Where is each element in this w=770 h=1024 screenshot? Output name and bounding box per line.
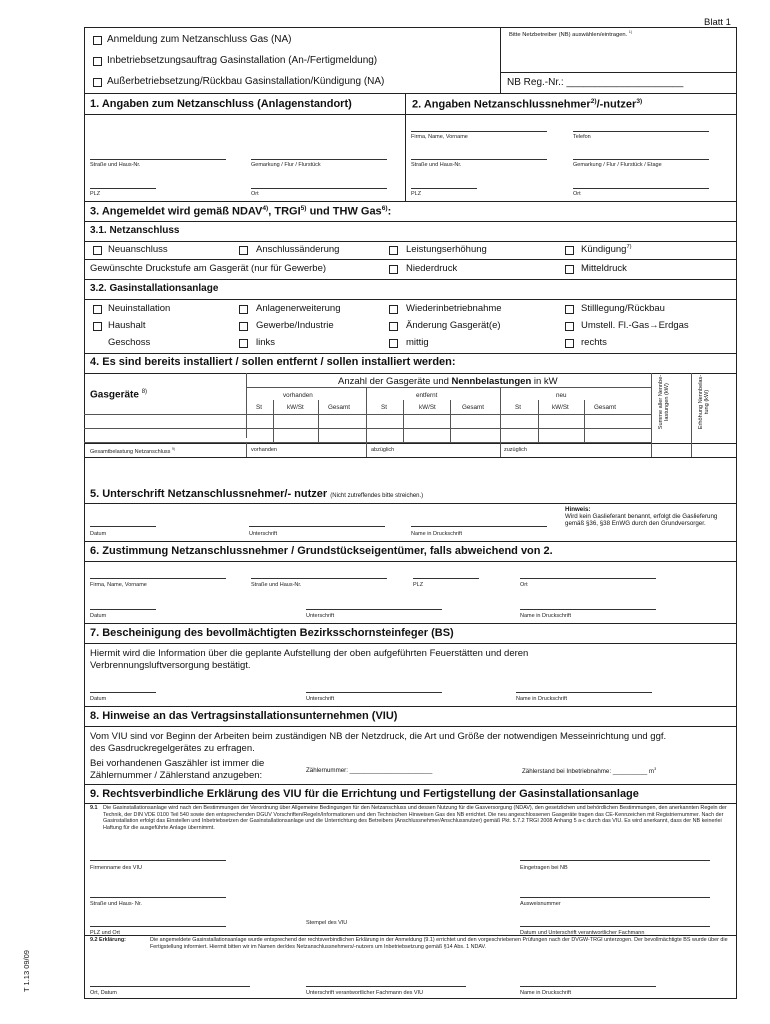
entfernt-header: entfernt [416,392,438,399]
s1-strasse-label: Straße und Haus-Nr. [90,162,141,168]
s7-text-1: Hiermit wird die Information über die geplante Aufstellung der oben aufgeführten Feuerstätten und deren [90,648,529,659]
summe-header: Summe aller Nennbe- lastungen (kW) [658,374,671,430]
s7-name-label: Name in Druckschrift [516,696,568,702]
s9-name-label: Name in Druckschrift [520,990,572,996]
leistungserhoehung-label: Leistungserhöhung [406,244,487,255]
s8-text-2: des Gasdruckregelgerätes zu erfragen. [90,743,255,754]
anmeldung-checkbox[interactable] [93,36,102,45]
section6-title: 6. Zustimmung Netzanschlussnehmer / Grundstückseigentümer, falls abweichend von 2. [90,545,553,557]
s2-gemarkung-label: Gemarkung / Flur / Flurstück / Etage [573,162,662,168]
umstellung-label: Umstell. Fl.-Gas→Erdgas [581,320,689,331]
s2-firma-label: Firma, Name, Vorname [411,134,468,140]
niederdruck-checkbox[interactable] [389,265,398,274]
s5-datum-label: Datum [90,531,107,537]
vorhanden-header: vorhanden [283,392,313,399]
neuanschluss-label: Neuanschluss [108,244,168,255]
rechts-label: rechts [581,337,607,348]
stilllegung-label: Stilllegung/Rückbau [581,303,665,314]
eingetragen-label: Eingetragen bei NB [520,865,568,871]
gesamtbelastung-label: Gesamtbelastung Netzanschluss $^{9)}$ [90,447,175,455]
wiederinbetriebnahme-checkbox[interactable] [389,305,398,314]
neuanschluss-checkbox[interactable] [93,246,102,255]
anschlussaenderung-label: Anschlussänderung [256,244,340,255]
niederdruck-label: Niederdruck [406,263,458,274]
s7-datum-label: Datum [90,696,107,702]
s2-strasse-label: Straße und Haus-Nr. [411,162,462,168]
p92-text: Die angemeldete Gasinstallationsanlage wurde entsprechend der rechtsverbindlichen Erklärung in der Anmeldung (9.1) errichtet und den vorgeschriebenen Prüfungen nach der DVGW-TRGI unterzogen. Der bevollmächtigte BS wurde über die Fertigstellung informiert. Hiermit bitten wir im Namen der/des Netzanschlussnehmers/-nutzers um Inbetriebsetzung gemäß §14 Abs. 1 NDAV. [150,937,728,950]
kwst-header-3: kW/St [552,404,569,411]
leistungserhoehung-checkbox[interactable] [389,246,398,255]
ausweis-label: Ausweisnummer [520,901,561,907]
s6-firma-label: Firma, Name, Vorname [90,582,147,588]
wiederinbetriebnahme-label: Wiederinbetriebnahme [406,303,502,314]
st-header-3: St [515,404,521,411]
anmeldung-label: Anmeldung zum Netzanschluss Gas (NA) [107,34,292,45]
anschlussaenderung-checkbox[interactable] [239,246,248,255]
section8-title: 8. Hinweise an das Vertragsinstallationsunternehmen (VIU) [90,710,398,722]
links-label: links [256,337,276,348]
section7-title: 7. Bescheinigung des bevollmächtigten Bezirksschornsteinfeger (BS) [90,627,454,639]
s7-text-2: Verbrennungsluftversorgung bestätigt. [90,660,251,671]
p92-label: 9.2 Erklärung: [90,937,126,943]
p91-text: Die Gasinstallationsanlage wird nach den Bestimmungen der Verordnung über Allgemeine Bedingungen für den Netzanschluss und dessen Nutzung für die Gasversorgung (NDAV), den gesetzlichen und behördlichen Bestimmungen, den anerkannten Regeln der Technik, der DIN VDE 0100 Teil 540 sowie den entsprechenden DGUV Vorschriften/Regeln/Informationen und den Technischen Hinweisen Gas des NB errichtet. Die neu angeschlossenen Gasgeräte tragen das CE-Kennzeichen mit Registriernummer. Nach der Gasinstallation erfolgt das Einstellen und Inbetriebsetzen der Gasinstallationsanlage und die Unterrichtung des Betreibers (Anschlussnehmer/Anschlussnutzer) gemäß Pkt. 5.7.2 TRGI 2008 Anhang 5 a-c durch das VIU. Es wird anerkannt, dass der NB keinerlei Haftung für die ausgeführte Anlage übernimmt. [103,805,727,831]
s6-unterschrift-label: Unterschrift [306,613,335,619]
gesamt-header-2: Gesamt [462,404,485,411]
mittig-checkbox[interactable] [389,339,398,348]
section1-title: 1. Angaben zum Netzanschluss (Anlagenstandort) [90,98,352,110]
neu-header: neu [556,392,567,399]
s5-name-label: Name in Druckschrift [411,531,463,537]
mitteldruck-label: Mitteldruck [581,263,627,274]
zaehlerstand-field[interactable]: Zählerstand bei Inbetriebnahme: __________ $m^3$ [522,767,657,776]
gesamt-header-1: Gesamt [328,404,351,411]
gesamt-header-3: Gesamt [594,404,617,411]
s8-text-4: Zählernummer / Zählerstand anzugeben: [90,770,263,781]
anlagenerweiterung-label: Anlagenerweiterung [256,303,341,314]
st-header-1: St [256,404,262,411]
zaehlernummer-field[interactable]: Zählernummer: ________________________ [306,767,433,774]
datum-unterschrift-label: Datum und Unterschrift verantwortlicher Fachmann [520,930,645,936]
ort-datum-label: Ort, Datum [90,990,117,996]
section3-title: 3. Angemeldet wird gemäß NDAV$^{4)}$, TRGI$^{5)}$ und THW Gas$^{6)}$: [90,205,392,218]
abzueglich-label: abzüglich [371,447,395,453]
s1-ort-label: Ort [251,191,259,197]
st-header-2: St [381,404,387,411]
s6-name-label: Name in Druckschrift [520,613,572,619]
section5-title: 5. Unterschrift Netzanschlussnehmer/- nutzer (Nicht zutreffendes bitte streichen.) [90,488,424,500]
stempel-label: Stempel des VIU [306,920,348,926]
erhoehung-header: Erhöhung Nennbelas- tung (kW) [698,374,711,430]
firmenname-label: Firmenname des VIU [90,865,142,871]
s8-text-3: Bei vorhandenen Gaszähler ist immer die [90,758,265,769]
section32-title: 3.2. Gasinstallationsanlage [90,283,219,294]
section9-title: 9. Rechtsverbindliche Erklärung des VIU für die Errichtung und Fertigstellung der Gasinstallationsanlage [90,788,639,800]
geschoss-label: Geschoss [108,337,151,348]
haushalt-label: Haushalt [108,320,146,331]
hinweis-box: Hinweis: Wird kein Gaslieferant benannt, erfolgt die Gaslieferung gemäß §36, §38 EnWG durch den Grundversorger. [565,506,718,528]
s6-ort-label: Ort [520,582,528,588]
s6-datum-label: Datum [90,613,107,619]
kwst-header-2: kW/St [419,404,436,411]
s6-plz-label: PLZ [413,582,424,588]
links-checkbox[interactable] [239,339,248,348]
section4-title: 4. Es sind bereits installiert / sollen entfernt / sollen installiert werden: [90,356,456,368]
s7-unterschrift-label: Unterschrift [306,696,335,702]
page-number: Blatt 1 [704,17,731,28]
vorhanden-total-label: vorhanden [251,447,277,453]
haushalt-checkbox[interactable] [93,322,102,331]
gasgeraete-label: Gasgeräte $^{8)}$ [90,389,148,401]
ausserbetrieb-label: Außerbetriebsetzung/Rückbau Gasinstallation/Kündigung (NA) [107,76,385,87]
anlagenerweiterung-checkbox[interactable] [239,305,248,314]
anzahl-header: Anzahl der Gasgeräte und Nennbelastungen in kW [338,376,558,387]
aenderung-gasgeraet-label: Änderung Gasgerät(e) [406,320,501,331]
mittig-label: mittig [406,337,429,348]
s8-text-1: Vom VIU sind vor Beginn der Arbeiten beim zuständigen NB der Netzdruck, die Art und Größe der notwendigen Messeinrichtung und ggf. [90,731,667,742]
neuinstallation-checkbox[interactable] [93,305,102,314]
ausserbetrieb-checkbox[interactable] [93,78,102,87]
umstellung-checkbox[interactable] [565,322,574,331]
p91-label: 9.1 [90,805,98,811]
form-code: T 1.13 09/09 [22,950,31,992]
unterschrift-fachmann-label: Unterschrift verantwortlicher Fachmann des VIU [306,990,424,996]
plz-ort-label: PLZ und Ort [90,930,120,936]
s1-plz-label: PLZ [90,191,101,197]
gewerbe-checkbox[interactable] [239,322,248,331]
section31-title: 3.1. Netzanschluss [90,225,180,236]
rechts-checkbox[interactable] [565,339,574,348]
kwst-header-1: kW/St [287,404,304,411]
kuendigung-label: Kündigung$^{7)}$ [581,244,632,256]
s1-gemarkung-label: Gemarkung / Flur / Flurstück [251,162,321,168]
mitteldruck-checkbox[interactable] [565,265,574,274]
inbetriebsetzung-label: Inbetriebsetzungsauftrag Gasinstallation (An-/Fertigmeldung) [107,55,378,66]
s9-strasse-label: Straße und Haus- Nr. [90,901,142,907]
neuinstallation-label: Neuinstallation [108,303,171,314]
nb-reg-field[interactable]: NB Reg.-Nr.: _____________________ [507,77,684,88]
s6-strasse-label: Straße und Haus-Nr. [251,582,302,588]
aenderung-gasgeraet-checkbox[interactable] [389,322,398,331]
zuzueglich-label: zuzüglich [504,447,527,453]
section2-title: 2. Angaben Netzanschlussnehmer$^{2)}$/-nutzer$^{3)}$ [412,98,643,111]
nb-hint: Bitte Netzbetreiber (NB) auswählen/eintragen. $^{1)}$ [509,30,632,38]
s5-unterschrift-label: Unterschrift [249,531,278,537]
s2-plz-label: PLZ [411,191,422,197]
inbetriebsetzung-checkbox[interactable] [93,57,102,66]
s2-ort-label: Ort [573,191,581,197]
stilllegung-checkbox[interactable] [565,305,574,314]
gewerbe-label: Gewerbe/Industrie [256,320,334,331]
druckstufe-label: Gewünschte Druckstufe am Gasgerät (nur für Gewerbe) [90,263,327,274]
s2-telefon-label: Telefon [573,134,591,140]
kuendigung-checkbox[interactable] [565,246,574,255]
